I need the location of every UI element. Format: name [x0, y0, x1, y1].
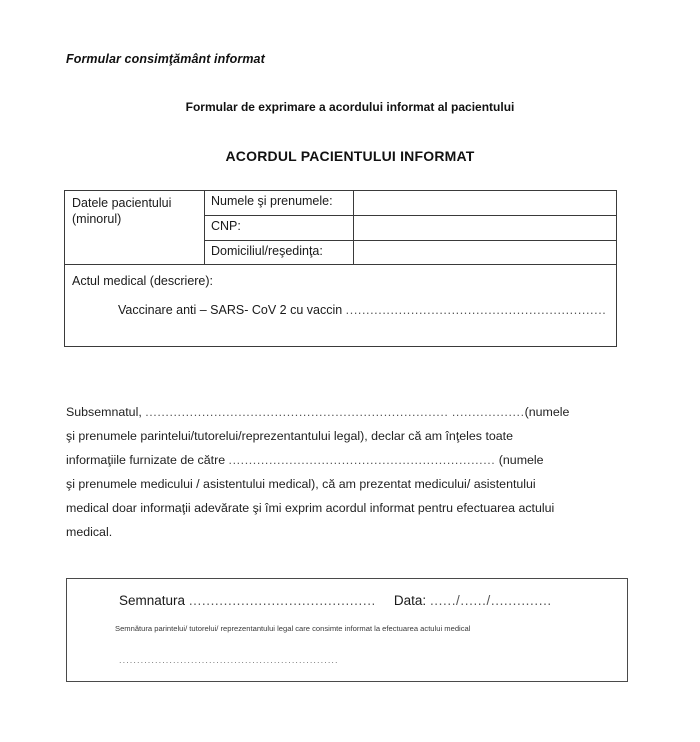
- field-label-address-text: Domiciliul/reşedinţa:: [211, 243, 323, 258]
- date-label: Data:: [393, 593, 427, 608]
- medical-act-dotted-fill[interactable]: ................................................................: [345, 303, 607, 317]
- declaration-line-5: medical doar informaţii adevărate şi îmi exprim acordul informat pentru efectuarea actului: [66, 501, 555, 515]
- document-kicker: Formular consimţământ informat: [66, 52, 265, 66]
- declaration-line-1-prefix: Subsemnatul,: [66, 405, 146, 419]
- medical-act-entry: [72, 303, 610, 318]
- declaration-line-3-suffix: (numele: [495, 453, 544, 467]
- field-label-name: [205, 191, 354, 216]
- field-value-cnp[interactable]: [354, 215, 617, 240]
- date-dotted-fill[interactable]: ....../....../..............: [429, 593, 552, 608]
- signature-entry-line: [119, 593, 552, 608]
- declaration-line-1: [66, 400, 624, 424]
- signature-box: [66, 578, 628, 682]
- signature-label: Semnatura: [119, 593, 186, 608]
- field-label-name-text: Numele şi prenumele:: [211, 194, 333, 208]
- declaration-line-1-dots-a[interactable]: ...........................................................................: [145, 405, 449, 419]
- signature-fineprint-line-2: medical: [444, 624, 471, 633]
- declaration-line-2: şi prenumele parintelui/tutorelui/reprezentantului legal), declar că am înţeles toate: [66, 429, 514, 443]
- medical-act-cell: [65, 265, 617, 347]
- field-value-cnp-text: [354, 216, 616, 240]
- field-label-cnp: [205, 215, 354, 240]
- signature-dotted-fill[interactable]: ...........................................: [188, 593, 376, 608]
- medical-act-text: Vaccinare anti – SARS- CoV 2 cu vaccin: [118, 303, 343, 317]
- declaration-line-3: [66, 448, 624, 472]
- document-subtitle: Formular de exprimare a acordului informat al pacientului: [185, 100, 515, 114]
- declaration-line-1-dots-b[interactable]: ..................: [451, 405, 525, 419]
- medical-act-label: Actul medical (descriere):: [72, 274, 214, 289]
- declaration-line-3-prefix: informaţiile furnizate de către: [66, 453, 229, 467]
- declaration-line-4: şi prenumele medicului / asistentului medical), că am prezentat medicului/ asistentului: [66, 477, 536, 491]
- field-value-name-text: [354, 191, 616, 215]
- medical-act-spacer: [72, 318, 610, 340]
- signature-fineprint-line-1: Semnătura parintelui/ tutorelui/ reprezentantului legal care consimte informat la efectuarea actului: [115, 624, 443, 633]
- table-row: [65, 191, 617, 216]
- table-row: [65, 265, 617, 347]
- declaration-line-6: medical.: [66, 525, 113, 539]
- declaration-line-1-suffix: (numele: [524, 405, 570, 419]
- page-title: ACORDUL PACIENTULUI INFORMAT: [225, 148, 475, 164]
- field-label-cnp-text: CNP:: [211, 218, 241, 233]
- field-value-address[interactable]: [354, 240, 617, 265]
- field-value-address-text: [354, 241, 616, 265]
- signature-fineprint: [51, 622, 627, 635]
- patient-party-cell: [65, 191, 205, 265]
- field-label-address: [205, 240, 354, 265]
- signature-final-dotted-fill[interactable]: .............................................................: [119, 655, 339, 665]
- field-value-name[interactable]: [354, 191, 617, 216]
- patient-party-label: Datele pacientului (minorul): [72, 196, 172, 227]
- declaration-line-3-dots[interactable]: ..................................................................: [228, 453, 496, 467]
- patient-data-table: [64, 190, 617, 347]
- declaration-paragraph: [66, 400, 624, 544]
